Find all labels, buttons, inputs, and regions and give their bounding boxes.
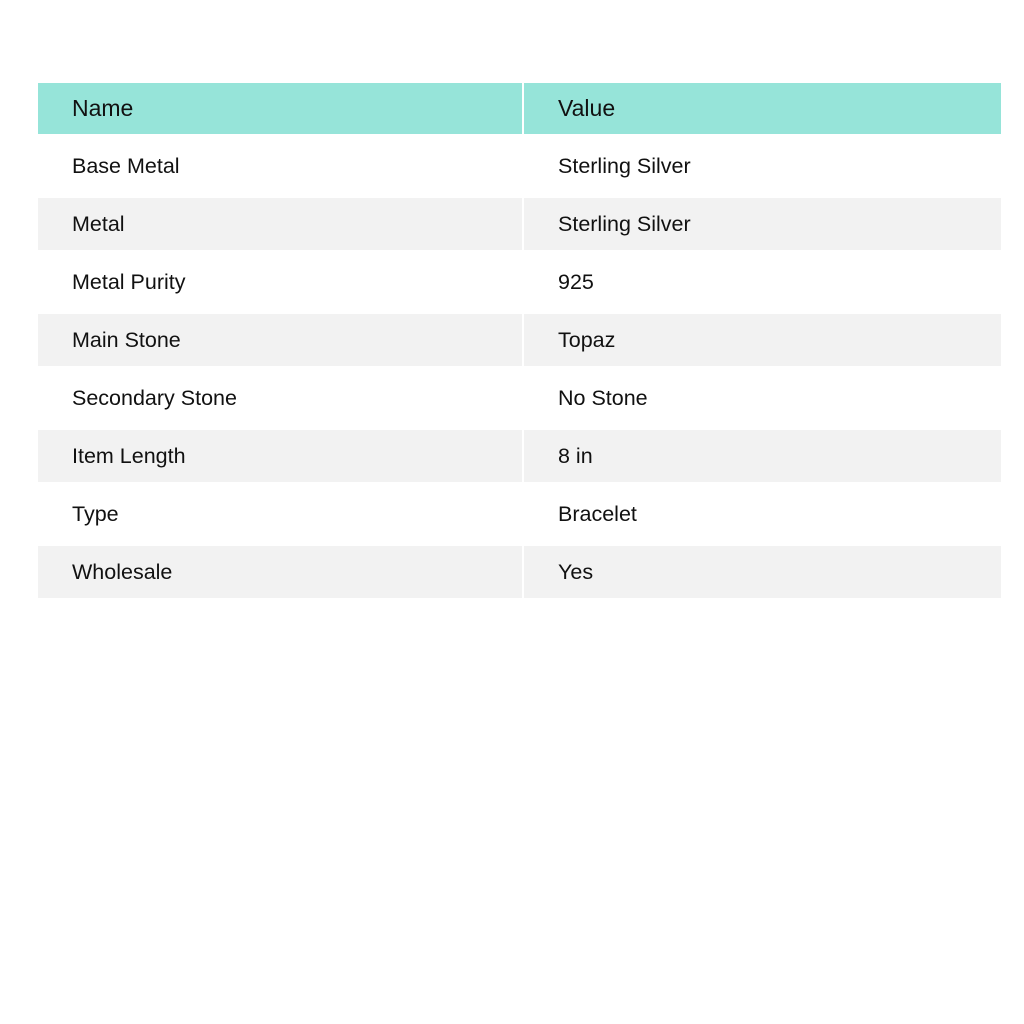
row-value-cell: 925: [523, 250, 1001, 314]
row-name-cell: Secondary Stone: [38, 366, 523, 430]
row-name-cell: Wholesale: [38, 546, 523, 598]
row-value-cell: 8 in: [523, 430, 1001, 482]
table-row: [38, 546, 1001, 598]
table-row: [38, 314, 1001, 366]
table-row: [38, 366, 1001, 430]
row-name-cell: Main Stone: [38, 314, 523, 366]
row-name-cell: Metal Purity: [38, 250, 523, 314]
row-name-cell: Metal: [38, 198, 523, 250]
row-value-cell: Sterling Silver: [523, 134, 1001, 198]
row-name-cell: Type: [38, 482, 523, 546]
table-header: [38, 83, 1001, 134]
table-row: [38, 134, 1001, 198]
spec-table: [38, 83, 1001, 598]
row-name-cell: Item Length: [38, 430, 523, 482]
table-body: [38, 134, 1001, 598]
row-value-cell: Yes: [523, 546, 1001, 598]
row-value-cell: Sterling Silver: [523, 198, 1001, 250]
row-name-cell: Base Metal: [38, 134, 523, 198]
header-row: [38, 83, 1001, 134]
table-row: [38, 198, 1001, 250]
header-name: Name: [38, 83, 523, 134]
row-value-cell: No Stone: [523, 366, 1001, 430]
row-value-cell: Bracelet: [523, 482, 1001, 546]
table-row: [38, 250, 1001, 314]
header-value: Value: [523, 83, 1001, 134]
row-value-cell: Topaz: [523, 314, 1001, 366]
table-row: [38, 430, 1001, 482]
table-row: [38, 482, 1001, 546]
